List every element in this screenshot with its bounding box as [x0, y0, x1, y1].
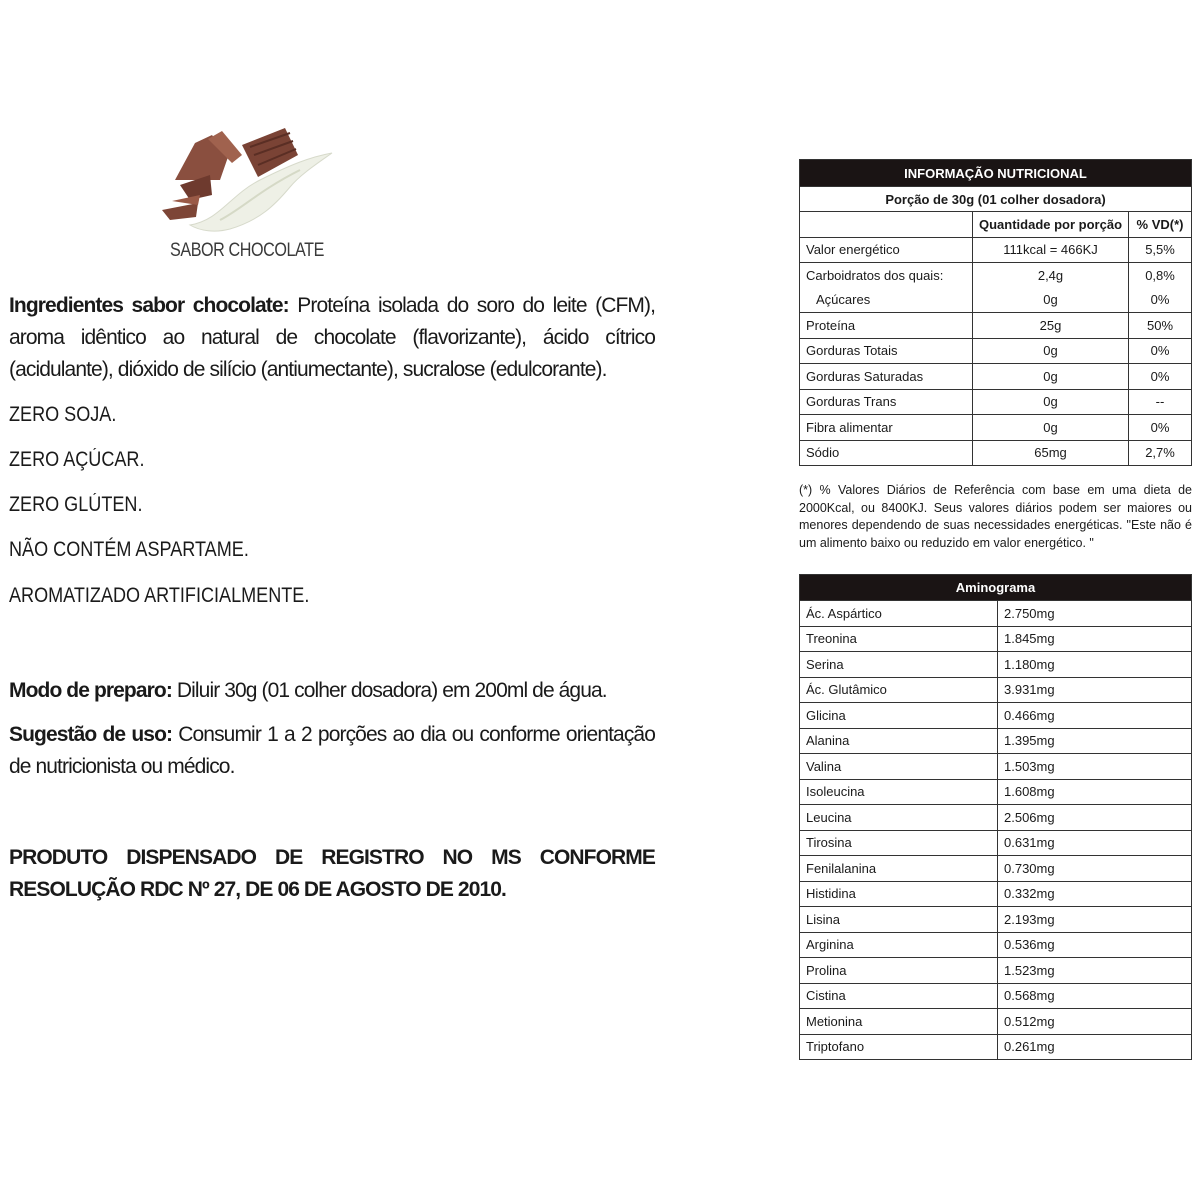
amino-acid-name: Arginina [800, 932, 998, 958]
nutrient-vd: 0% [1129, 338, 1192, 364]
suggestion-paragraph [9, 719, 655, 783]
empty-header-cell [800, 212, 973, 238]
nutrient-vd: 0,8% [1129, 263, 1192, 288]
claim-no-aspartame: NÃO CONTÉM ASPARTAME. [9, 538, 249, 561]
amino-acid-name: Valina [800, 754, 998, 780]
nutrition-row [800, 440, 1192, 466]
nutrition-row [800, 288, 1192, 313]
aminogram-row [800, 779, 1192, 805]
nutrition-row [800, 263, 1192, 288]
claim-zero-soja: ZERO SOJA. [9, 403, 117, 426]
amino-acid-name: Fenilalanina [800, 856, 998, 882]
nutrient-amount: 111kcal = 466KJ [973, 237, 1129, 263]
aminogram-row [800, 601, 1192, 627]
amino-acid-name: Cistina [800, 983, 998, 1009]
amino-acid-name: Treonina [800, 626, 998, 652]
aminogram-row [800, 856, 1192, 882]
amino-acid-name: Prolina [800, 958, 998, 984]
amino-acid-value: 0.261mg [998, 1034, 1192, 1060]
aminogram-row [800, 907, 1192, 933]
amino-acid-name: Ác. Glutâmico [800, 677, 998, 703]
nutrition-row [800, 237, 1192, 263]
nutrient-amount: 0g [973, 389, 1129, 415]
amino-acid-value: 2.506mg [998, 805, 1192, 831]
amino-acid-value: 1.395mg [998, 728, 1192, 754]
nutrition-title: INFORMAÇÃO NUTRICIONAL [800, 160, 1192, 187]
amino-acid-value: 0.466mg [998, 703, 1192, 729]
nutrition-row [800, 338, 1192, 364]
flavor-label: SABOR CHOCOLATE [170, 240, 324, 261]
nutrient-name: Gorduras Saturadas [800, 364, 973, 390]
nutrient-vd: -- [1129, 389, 1192, 415]
nutrition-facts-table [799, 159, 1192, 466]
nutrient-amount: 25g [973, 313, 1129, 339]
claim-zero-acucar: ZERO AÇÚCAR. [9, 448, 145, 471]
nutrition-row [800, 415, 1192, 441]
amino-acid-value: 2.750mg [998, 601, 1192, 627]
nutrient-vd: 0% [1129, 415, 1192, 441]
amino-acid-value: 1.503mg [998, 754, 1192, 780]
amino-acid-value: 0.332mg [998, 881, 1192, 907]
chocolate-piece [162, 203, 198, 220]
aminogram-row [800, 1034, 1192, 1060]
aminogram-row [800, 932, 1192, 958]
ingredients-text: Proteína isolada do soro do leite (CFM), aroma idêntico ao natural de chocolate (flavorizante), ácido cítrico (acidulante), dióxido de silício (antiumectante), sucralose (edulcorante). [9, 294, 656, 381]
aminogram-row [800, 830, 1192, 856]
nutrition-row [800, 389, 1192, 415]
nutrient-name: Proteína [800, 313, 973, 339]
aminogram-row [800, 703, 1192, 729]
registration-notice: PRODUTO DISPENSADO DE REGISTRO NO MS CONFORME RESOLUÇÃO RDC Nº 27, DE 06 DE AGOSTO DE 2010. [9, 846, 655, 901]
amino-acid-value: 3.931mg [998, 677, 1192, 703]
amino-acid-name: Lisina [800, 907, 998, 933]
ingredients-label: Ingredientes sabor chocolate: [9, 294, 289, 317]
preparation-label: Modo de preparo: [9, 679, 172, 702]
nutrient-vd: 0% [1129, 288, 1192, 313]
amino-acid-name: Serina [800, 652, 998, 678]
amino-acid-value: 2.193mg [998, 907, 1192, 933]
amino-acid-value: 0.730mg [998, 856, 1192, 882]
nutrient-amount: 65mg [973, 440, 1129, 466]
aminogram-row [800, 1009, 1192, 1035]
nutrient-vd: 50% [1129, 313, 1192, 339]
suggestion-text: Consumir 1 a 2 porções ao dia ou conforme orientação de nutricionista ou médico. [9, 723, 655, 778]
amino-acid-value: 0.536mg [998, 932, 1192, 958]
aminogram-row [800, 805, 1192, 831]
aminogram-table [799, 574, 1192, 1060]
suggestion-label: Sugestão de uso: [9, 723, 173, 746]
claim-artificial-flavor: AROMATIZADO ARTIFICIALMENTE. [9, 584, 310, 607]
amino-acid-name: Isoleucina [800, 779, 998, 805]
nutrient-vd: 2,7% [1129, 440, 1192, 466]
nutrition-portion: Porção de 30g (01 colher dosadora) [800, 187, 1192, 212]
aminogram-row [800, 728, 1192, 754]
amino-acid-name: Alanina [800, 728, 998, 754]
nutrition-row [800, 313, 1192, 339]
aminogram-row [800, 958, 1192, 984]
nutrient-name: Açúcares [800, 288, 973, 313]
chocolate-milk-splash-image [150, 125, 340, 235]
amino-acid-value: 1.523mg [998, 958, 1192, 984]
amino-acid-value: 1.845mg [998, 626, 1192, 652]
nutrient-amount: 0g [973, 415, 1129, 441]
ingredients-paragraph [9, 290, 655, 386]
nutrient-name: Gorduras Trans [800, 389, 973, 415]
amino-acid-value: 0.512mg [998, 1009, 1192, 1035]
amino-acid-name: Ác. Aspártico [800, 601, 998, 627]
nutrition-row [800, 364, 1192, 390]
aminogram-row [800, 983, 1192, 1009]
nutrient-amount: 2,4g [973, 263, 1129, 288]
nutrient-vd: 0% [1129, 364, 1192, 390]
preparation-paragraph [9, 675, 655, 707]
amino-acid-name: Metionina [800, 1009, 998, 1035]
aminogram-title: Aminograma [800, 575, 1192, 601]
aminogram-row [800, 626, 1192, 652]
amino-acid-value: 0.568mg [998, 983, 1192, 1009]
amino-acid-name: Leucina [800, 805, 998, 831]
preparation-text: Diluir 30g (01 colher dosadora) em 200ml de água. [171, 679, 607, 702]
nutrient-amount: 0g [973, 288, 1129, 313]
amino-acid-value: 1.608mg [998, 779, 1192, 805]
nutrient-name: Gorduras Totais [800, 338, 973, 364]
nutrient-name: Sódio [800, 440, 973, 466]
amino-acid-name: Glicina [800, 703, 998, 729]
amino-acid-value: 0.631mg [998, 830, 1192, 856]
nutrient-name: Carboidratos dos quais: [800, 263, 973, 288]
amino-acid-value: 1.180mg [998, 652, 1192, 678]
aminogram-row [800, 677, 1192, 703]
amino-acid-name: Tirosina [800, 830, 998, 856]
nutrient-name: Valor energético [800, 237, 973, 263]
nutrition-footnote: (*) % Valores Diários de Referência com base em uma dieta de 2000Kcal, ou 8400KJ. Seus valores diários podem ser maiores ou menores dependendo de suas necessidades energéticas. "Este não é um alimento baixo ou reduzido em valor energético. " [799, 483, 1192, 550]
col-amount-header: Quantidade por porção [973, 212, 1129, 238]
nutrient-vd: 5,5% [1129, 237, 1192, 263]
aminogram-row [800, 652, 1192, 678]
claim-zero-gluten: ZERO GLÚTEN. [9, 493, 143, 516]
aminogram-row [800, 754, 1192, 780]
nutrient-name: Fibra alimentar [800, 415, 973, 441]
amino-acid-name: Triptofano [800, 1034, 998, 1060]
nutrient-amount: 0g [973, 364, 1129, 390]
chocolate-piece [172, 195, 200, 205]
nutrient-amount: 0g [973, 338, 1129, 364]
col-vd-header: % VD(*) [1129, 212, 1192, 238]
amino-acid-name: Histidina [800, 881, 998, 907]
aminogram-row [800, 881, 1192, 907]
